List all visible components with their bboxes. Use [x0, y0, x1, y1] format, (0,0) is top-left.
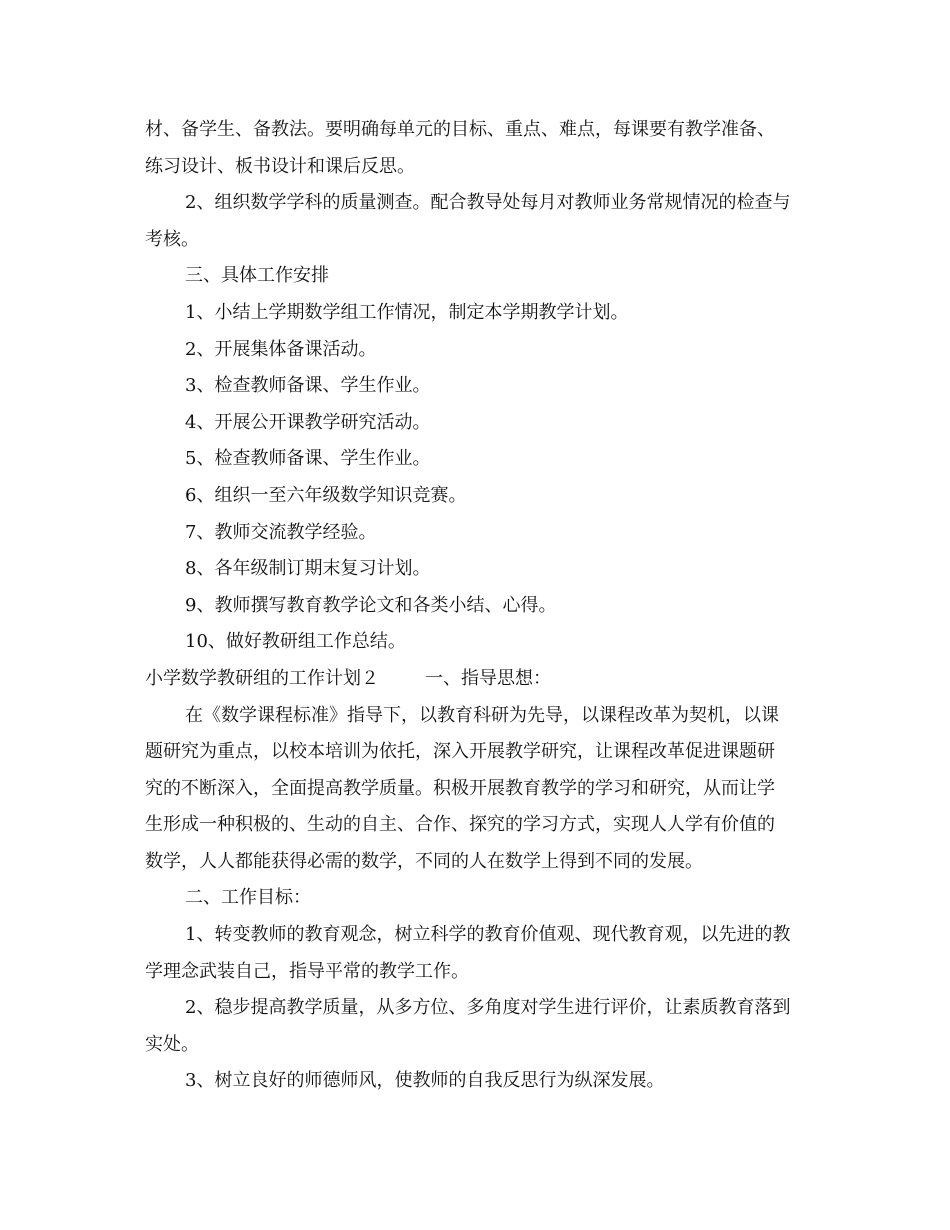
paragraph-line: 1、转变教师的教育观念，树立科学的教育价值观、现代教育观，以先进的教 — [185, 924, 791, 946]
paragraph-line: 在《数学课程标准》指导下，以教育科研为先导，以课程改革为契机，以课 — [185, 704, 779, 726]
list-item: 7、教师交流教学经验。 — [185, 521, 377, 543]
list-item: 4、开展公开课教学研究活动。 — [185, 411, 431, 433]
list-item: 5、检查教师备课、学生作业。 — [185, 448, 431, 470]
document-body — [145, 112, 810, 1100]
list-item: 6、组织一至六年级数学知识竞赛。 — [185, 484, 467, 506]
paragraph-line: 3、树立良好的师德师风，使教师的自我反思行为纵深发展。 — [185, 1070, 665, 1092]
paragraph-line: 考核。 — [145, 228, 199, 250]
paragraph-line: 数学，人人都能获得必需的数学，不同的人在数学上得到不同的发展。 — [145, 850, 703, 872]
paragraph-line: 练习设计、板书设计和课后反思。 — [145, 155, 415, 177]
plan-title: 小学数学教研组的工作计划２ — [145, 667, 379, 689]
list-item: 10、做好教研组工作总结。 — [185, 631, 406, 653]
paragraph-line: 究的不断深入，全面提高教学质量。积极开展教育教学的学习和研究，从而让学 — [145, 777, 775, 799]
section-heading: 三、具体工作安排 — [185, 265, 329, 287]
paragraph-line: 材、备学生、备教法。要明确每单元的目标、重点、难点，每课要有教学准备、 — [145, 119, 775, 140]
paragraph-line: 题研究为重点，以校本培训为依托，深入开展教学研究，让课程改革促进课题研 — [145, 741, 775, 763]
paragraph-line: 学理念武装自己，指导平常的教学工作。 — [145, 960, 469, 982]
paragraph-line: 2、组织数学学科的质量测查。配合教导处每月对教师业务常规情况的检查与 — [185, 192, 791, 214]
list-item: 8、各年级制订期末复习计划。 — [185, 558, 431, 580]
section-heading: 二、工作目标： — [185, 887, 311, 909]
list-item: 9、教师撰写教育教学论文和各类小结、心得。 — [185, 594, 557, 616]
paragraph-line: 2、稳步提高教学质量，从多方位、多角度对学生进行评价，让素质教育落到 — [185, 997, 791, 1019]
paragraph-line: 生形成一种积极的、生动的自主、合作、探究的学习方式，实现人人学有价值的 — [145, 814, 775, 836]
list-item: 3、检查教师备课、学生作业。 — [185, 375, 431, 397]
section-heading: 一、指导思想： — [425, 667, 551, 689]
list-item: 1、小结上学期数学组工作情况，制定本学期教学计划。 — [185, 301, 629, 323]
list-item: 2、开展集体备课活动。 — [185, 338, 377, 360]
plan-title-line — [145, 661, 810, 698]
paragraph-line: 实处。 — [145, 1033, 199, 1055]
